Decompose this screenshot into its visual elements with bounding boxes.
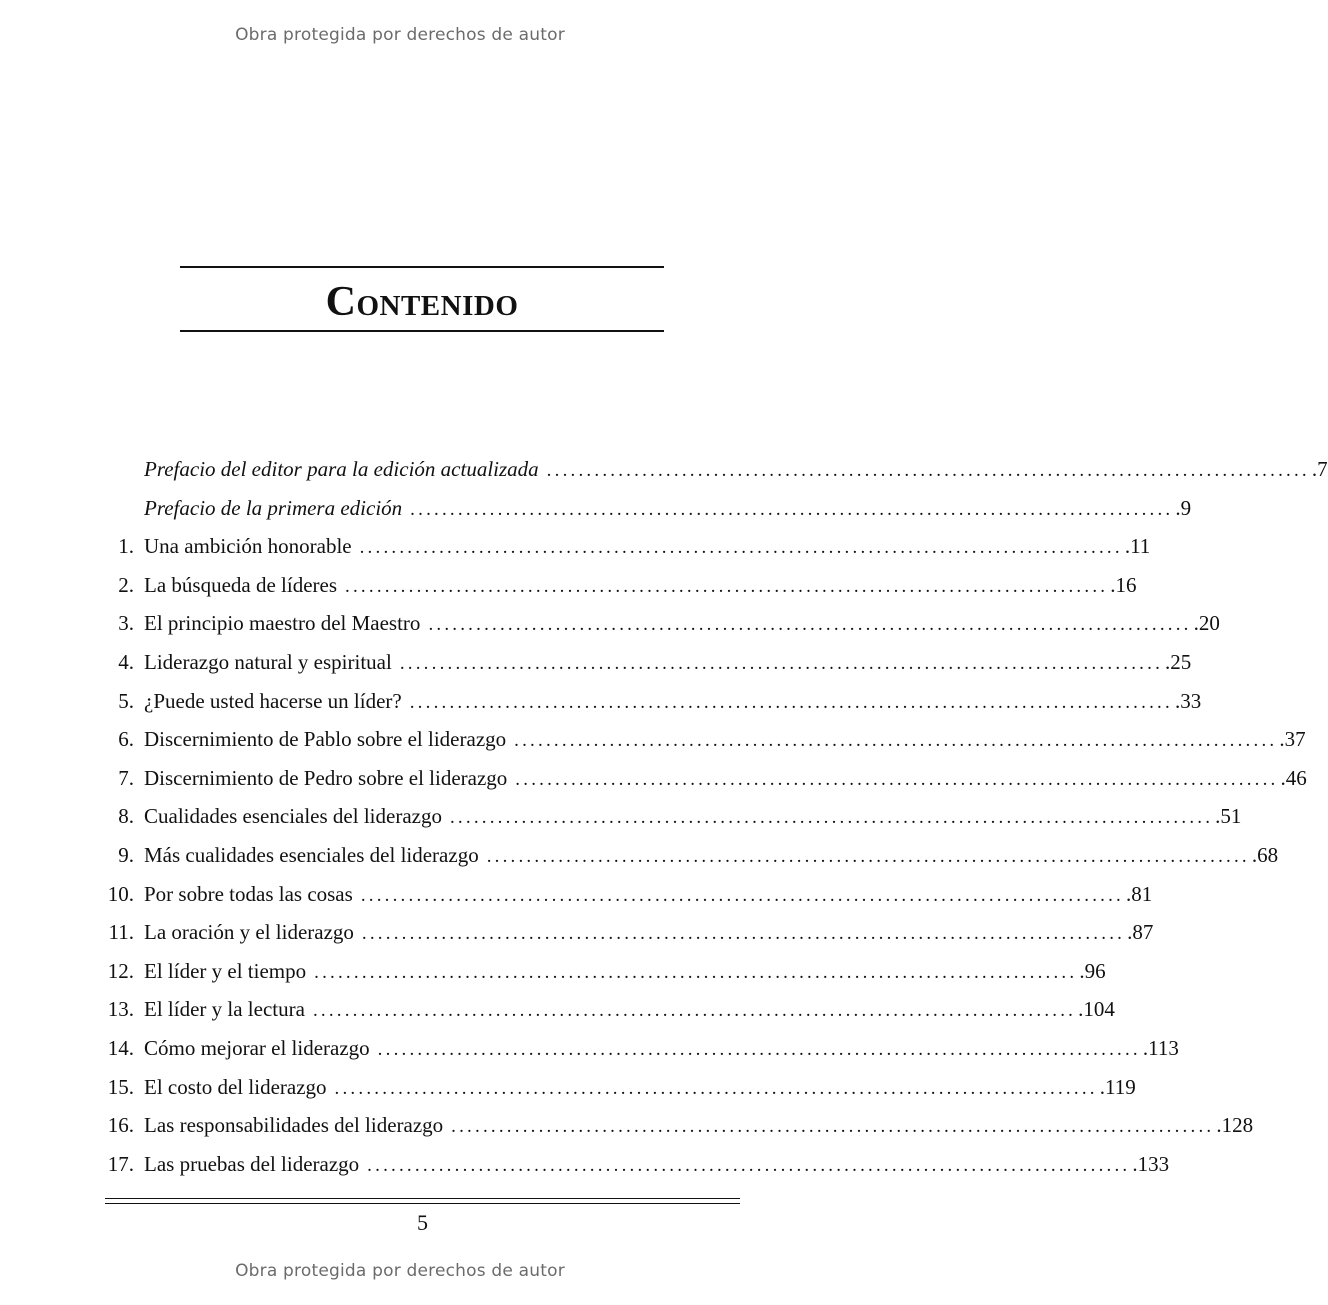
toc-entry-number: 11. <box>108 920 134 945</box>
toc-entry-title: Prefacio de la primera edición <box>144 495 403 520</box>
toc-entry-page: .7 <box>1311 457 1328 481</box>
title-rule-bottom <box>180 330 664 332</box>
toc-entry-title: Cómo mejorar el liderazgo <box>144 1035 370 1060</box>
toc-leader-dots: ................................................................................................ <box>515 768 1279 790</box>
toc-entry-title: Las responsabilidades del liderazgo <box>144 1113 444 1138</box>
toc-entry-page: .113 <box>1142 1035 1179 1060</box>
toc-leader-dots: ................................................................................................ <box>312 1000 1077 1022</box>
toc-entry-title: La oración y el liderazgo <box>144 920 354 945</box>
toc-entry-title: Discernimiento de Pedro sobre el liderazgo <box>144 765 508 790</box>
toc-leader-dots: ................................................................................................ <box>409 691 1173 713</box>
toc-entry <box>100 720 1306 759</box>
toc-entry-page: .9 <box>1175 495 1192 520</box>
toc-entry <box>100 875 1153 914</box>
toc-entry-title: Más cualidades esenciales del liderazgo <box>144 842 479 867</box>
toc-entry-number: 3. <box>118 611 134 636</box>
table-of-contents <box>100 450 1328 1183</box>
toc-leader-dots: ................................................................................................ <box>367 1154 1131 1176</box>
toc-leader-dots: ................................................................................................ <box>428 614 1192 636</box>
toc-entry-number: 8. <box>118 804 134 829</box>
toc-entry-page: .16 <box>1110 572 1137 597</box>
toc-entry-number: 6. <box>118 727 134 752</box>
toc-entry-number: 1. <box>118 534 134 559</box>
toc-entry-number: 7. <box>118 765 134 790</box>
toc-entry-number: 12. <box>107 958 134 983</box>
toc-leader-dots: ................................................................................................ <box>449 807 1214 829</box>
watermark-top: Obra protegida por derechos de autor <box>235 25 565 45</box>
toc-entry-page: .87 <box>1127 920 1154 945</box>
toc-entry-number: 14. <box>107 1035 134 1060</box>
toc-leader-dots: ................................................................................................ <box>546 460 1310 481</box>
toc-entry-page: .104 <box>1078 997 1115 1022</box>
toc-entry-number: 4. <box>118 649 134 674</box>
page-number: 5 <box>417 1210 428 1235</box>
toc-entry <box>100 527 1151 566</box>
toc-entry <box>100 682 1202 721</box>
toc-entry-title: ¿Puede usted hacerse un líder? <box>144 688 402 713</box>
toc-entry <box>100 1106 1254 1145</box>
toc-entry-page: .96 <box>1079 958 1106 983</box>
footer-rule-top <box>105 1198 740 1199</box>
toc-entry-page: .68 <box>1251 842 1279 867</box>
toc-entry-page: .33 <box>1174 688 1202 713</box>
toc-leader-dots: ................................................................................................ <box>361 923 1126 945</box>
toc-entry <box>100 1029 1179 1068</box>
toc-entry-title: El principio maestro del Maestro <box>144 611 421 636</box>
toc-entry-page: .11 <box>1124 534 1151 559</box>
toc-entry-title: Liderazgo natural y espiritual <box>144 649 392 674</box>
toc-entry-preface-editor <box>100 450 1328 489</box>
toc-leader-dots: ................................................................................................ <box>410 498 1174 520</box>
toc-leader-dots: ................................................................................................ <box>377 1038 1141 1060</box>
toc-entry-page: .51 <box>1215 804 1242 829</box>
toc-leader-dots: ................................................................................................ <box>334 1077 1098 1099</box>
watermark-bottom: Obra protegida por derechos de autor <box>235 1261 565 1281</box>
toc-entry <box>100 643 1192 682</box>
toc-entry <box>100 952 1106 991</box>
page-title: Contenido <box>325 279 519 325</box>
toc-entry-number: 16. <box>107 1113 134 1138</box>
toc-leader-dots: ................................................................................................ <box>360 884 1125 906</box>
toc-entry <box>100 913 1154 952</box>
toc-entry <box>100 797 1242 836</box>
title-rule-top <box>180 266 664 268</box>
toc-entry-page: .81 <box>1126 881 1153 906</box>
toc-entry-title: Discernimiento de Pablo sobre el liderazgo <box>144 727 507 752</box>
toc-entry-page: .128 <box>1216 1113 1254 1138</box>
toc-entry <box>100 836 1279 875</box>
toc-entry-title: Las pruebas del liderazgo <box>144 1151 360 1176</box>
toc-entry-page: .133 <box>1132 1151 1170 1176</box>
toc-leader-dots: ................................................................................................ <box>451 1116 1215 1138</box>
toc-leader-dots: ................................................................................................ <box>399 652 1164 674</box>
toc-entry-title: El costo del liderazgo <box>144 1074 327 1099</box>
toc-entry <box>100 759 1307 798</box>
toc-entry-title: Una ambición honorable <box>144 534 352 559</box>
toc-entry-title: Prefacio del editor para la edición actualizada <box>144 457 539 481</box>
toc-entry-title: El líder y la lectura <box>144 997 305 1022</box>
toc-entry-page: .25 <box>1165 649 1192 674</box>
toc-entry-preface-first <box>100 489 1192 528</box>
toc-leader-dots: ................................................................................................ <box>314 961 1078 983</box>
toc-entry-page: .37 <box>1279 727 1306 752</box>
toc-leader-dots: ................................................................................................ <box>345 575 1109 597</box>
toc-entry-number: 5. <box>118 688 134 713</box>
toc-entry-title: La búsqueda de líderes <box>144 572 338 597</box>
toc-entry-title: Cualidades esenciales del liderazgo <box>144 804 442 829</box>
toc-entry-page: .46 <box>1280 765 1307 790</box>
toc-entry-number: 13. <box>107 997 134 1022</box>
toc-leader-dots: ................................................................................................ <box>514 730 1278 752</box>
toc-entry <box>100 566 1137 605</box>
toc-entry-title: Por sobre todas las cosas <box>144 881 353 906</box>
toc-entry <box>100 1145 1170 1184</box>
toc-leader-dots: ................................................................................................ <box>486 845 1250 867</box>
toc-entry-number: 15. <box>107 1074 134 1099</box>
footer-rule-bottom <box>105 1203 740 1204</box>
toc-entry-page: .20 <box>1193 611 1220 636</box>
toc-entry-number: 9. <box>118 842 134 867</box>
toc-entry <box>100 604 1220 643</box>
toc-entry <box>100 990 1115 1029</box>
toc-entry-title: El líder y el tiempo <box>144 958 307 983</box>
toc-entry-number: 10. <box>107 881 134 906</box>
toc-entry-page: .119 <box>1099 1074 1136 1099</box>
toc-leader-dots: ................................................................................................ <box>359 537 1123 559</box>
toc-entry-number: 17. <box>107 1151 134 1176</box>
toc-entry-number: 2. <box>118 572 134 597</box>
toc-entry <box>100 1068 1136 1107</box>
